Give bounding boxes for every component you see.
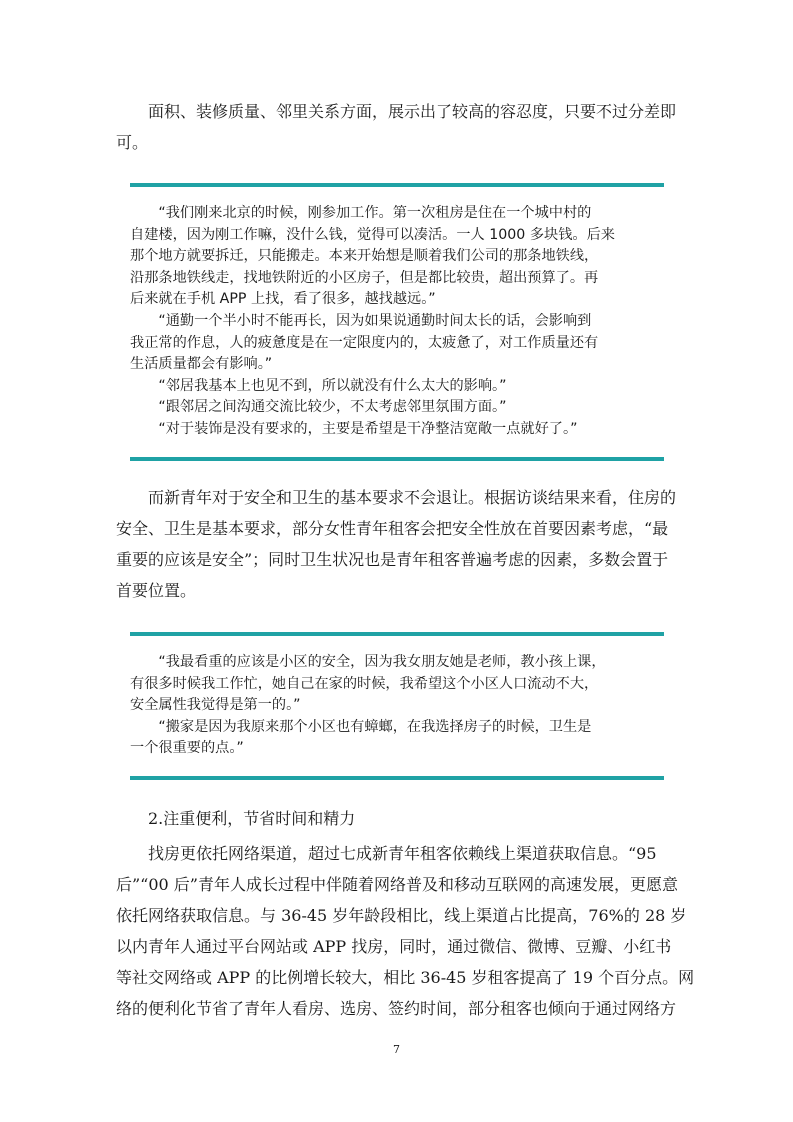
- quote-line: “跟邻居之间沟通交流比较少，不太考虑邻里氛围方面。”: [130, 399, 507, 416]
- text-line: 重要的应该是安全”；同时卫生状况也是青年租客普遍考虑的因素，多数会置于: [116, 550, 669, 569]
- paragraph-3: [116, 838, 695, 1024]
- text-line: 可。: [116, 133, 149, 152]
- bottom-rule: [130, 776, 664, 780]
- interview-quote-box-2: [130, 632, 664, 780]
- quote-line: “搬家是因为我原来那个小区也有蟑螂，在我选择房子的时候，卫生是: [130, 718, 592, 735]
- text-line: 等社交网络或 APP 的比例增长较大，相比 36-45 岁租客提高了 19 个百分点。网: [116, 968, 695, 987]
- text-line: 后”“00 后”青年人成长过程中伴随着网络普及和移动互联网的高速发展，更愿意: [116, 875, 678, 894]
- quote-line: 安全属性我觉得是第一的。”: [130, 697, 301, 714]
- top-rule: [130, 183, 664, 187]
- quote-line: 有很多时候我工作忙，她自己在家的时候，我希望这个小区人口流动不大，: [130, 675, 599, 692]
- interview-quote-box-1: [130, 183, 664, 461]
- text-line: 面积、装修质量、邻里关系方面，展示出了较高的容忍度，只要不过分差即: [116, 102, 677, 121]
- page-number: 7: [393, 1043, 400, 1056]
- text-line: 安全、卫生是基本要求，部分女性青年租客会把安全性放在首要因素考虑，“最: [116, 519, 669, 538]
- quote-line: 自建楼，因为刚工作嘛，没什么钱，觉得可以凑活。一人 1000 多块钱。后来: [130, 226, 615, 243]
- text-line: 以内青年人通过平台网站或 APP 找房，同时，通过微信、微博、豆瓣、小红书: [116, 937, 672, 956]
- text-line: 依托网络获取信息。与 36-45 岁年龄段相比，线上渠道占比提高，76%的 28 岁: [116, 906, 687, 925]
- paragraph-1: [116, 96, 676, 158]
- paragraph-2: [116, 482, 676, 606]
- quote-body: [130, 652, 664, 760]
- bottom-rule: [130, 457, 664, 461]
- quote-line: “我最看重的应该是小区的安全，因为我女朋友她是老师，教小孩上课，: [130, 654, 606, 670]
- top-rule: [130, 632, 664, 636]
- text-line: 络的便利化节省了青年人看房、选房、签约时间，部分租客也倾向于通过网络方: [116, 999, 677, 1018]
- quote-line: “通勤一个半小时不能再长，因为如果说通勤时间太长的话，会影响到: [130, 312, 592, 329]
- quote-line: 生活质量都会有影响。”: [130, 356, 273, 373]
- quote-body: [130, 203, 664, 441]
- text-line: 找房更依托网络渠道，超过七成新青年租客依赖线上渠道获取信息。“95: [116, 844, 657, 863]
- quote-line: “我们刚来北京的时候，刚参加工作。第一次租房是住在一个城中村的: [130, 205, 592, 221]
- text-line: 首要位置。: [116, 581, 197, 600]
- section-heading: 2.注重便利，节省时间和精力: [148, 809, 356, 828]
- quote-line: “对于装饰是没有要求的，主要是希望是干净整洁宽敞一点就好了。”: [130, 420, 578, 437]
- quote-line: “邻居我基本上也见不到，所以就没有什么太大的影响。”: [130, 377, 507, 394]
- quote-line: 那个地方就要拆迁，只能搬走。本来开始想是顺着我们公司的那条地铁线，: [130, 248, 599, 265]
- quote-line: 沿那条地铁线走，找地铁附近的小区房子，但是都比较贵，超出预算了。再: [130, 269, 599, 286]
- quote-line: 一个很重要的点。”: [130, 740, 244, 757]
- quote-line: 后来就在手机 APP 上找，看了很多，越找越远。”: [130, 291, 436, 308]
- text-line: 而新青年对于安全和卫生的基本要求不会退让。根据访谈结果来看，住房的: [116, 488, 677, 507]
- quote-line: 我正常的作息，人的疲惫度是在一定限度内的，太疲惫了，对工作质量还有: [130, 334, 599, 351]
